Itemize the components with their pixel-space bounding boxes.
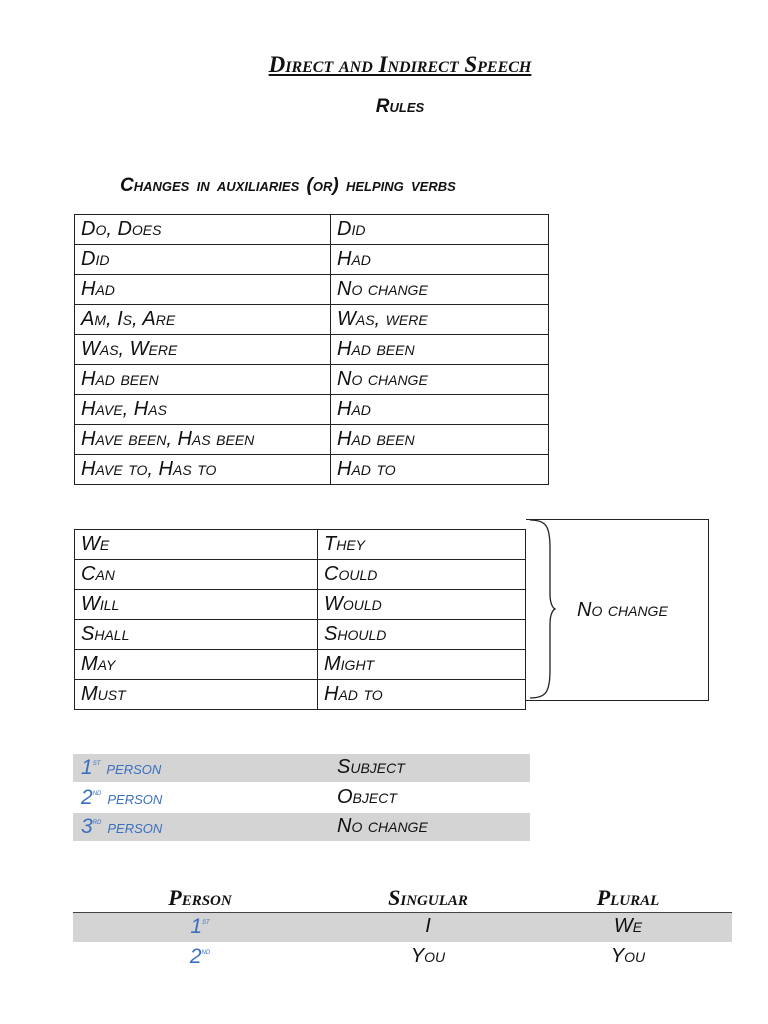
person-rule-row — [73, 813, 530, 841]
indirect-cell: Had — [331, 245, 549, 275]
indirect-cell: Could — [318, 560, 526, 590]
direct-cell: Shall — [75, 620, 318, 650]
person-label: 1st person — [81, 756, 162, 779]
table-row — [75, 455, 549, 485]
direct-cell: Have, Has — [75, 395, 331, 425]
document-subtitle: Rules — [375, 96, 425, 117]
header-singular: Singular — [388, 885, 468, 910]
plural-cell: You — [610, 945, 646, 967]
table-row — [75, 245, 549, 275]
table-row — [75, 650, 526, 680]
person-rule-row — [73, 754, 530, 782]
table-row — [75, 560, 526, 590]
person-label: 2nd person — [81, 786, 163, 809]
table-row — [75, 335, 549, 365]
singular-cell: I — [425, 915, 431, 937]
indirect-cell: Was, were — [331, 305, 549, 335]
direct-cell: May — [75, 650, 318, 680]
pronoun-row — [73, 943, 732, 972]
direct-cell: Am, Is, Are — [75, 305, 331, 335]
direct-cell: Was, Were — [75, 335, 331, 365]
no-change-label: No change — [577, 599, 668, 621]
document-title: Direct and Indirect Speech — [268, 52, 532, 77]
direct-cell: Do, Does — [75, 215, 331, 245]
person-rule-value: Object — [337, 786, 397, 808]
curly-brace-icon — [528, 518, 556, 700]
indirect-cell: Might — [318, 650, 526, 680]
plural-cell: We — [613, 915, 643, 937]
table-row — [75, 425, 549, 455]
direct-cell: Have been, Has been — [75, 425, 331, 455]
direct-cell: We — [75, 530, 318, 560]
indirect-cell: No change — [331, 275, 549, 305]
indirect-cell: Had to — [331, 455, 549, 485]
indirect-cell: Did — [331, 215, 549, 245]
indirect-cell: No change — [331, 365, 549, 395]
table-row — [75, 620, 526, 650]
direct-cell: Had — [75, 275, 331, 305]
singular-cell: You — [410, 945, 446, 967]
person-ordinal: 1st — [190, 915, 210, 938]
indirect-cell: Had to — [318, 680, 526, 710]
person-label: 3rd person — [81, 815, 163, 838]
table-row — [75, 215, 549, 245]
direct-cell: Have to, Has to — [75, 455, 331, 485]
section-heading: Changes in auxiliaries (or) helping verbs — [120, 175, 456, 196]
table-row — [75, 530, 526, 560]
direct-cell: Can — [75, 560, 318, 590]
person-ordinal: 2nd — [189, 945, 211, 968]
header-plural: Plural — [596, 885, 660, 910]
modals-table — [74, 529, 526, 710]
table-row — [75, 275, 549, 305]
indirect-cell: Should — [318, 620, 526, 650]
table-row — [75, 365, 549, 395]
table-row — [75, 680, 526, 710]
direct-cell: Had been — [75, 365, 331, 395]
table-row — [75, 590, 526, 620]
person-rule-value: No change — [337, 815, 428, 837]
indirect-cell: They — [318, 530, 526, 560]
direct-cell: Must — [75, 680, 318, 710]
indirect-cell: Would — [318, 590, 526, 620]
person-rule-value: Subject — [337, 756, 405, 778]
indirect-cell: Had — [331, 395, 549, 425]
indirect-cell: Had been — [331, 335, 549, 365]
direct-cell: Will — [75, 590, 318, 620]
pronoun-row — [73, 913, 732, 942]
indirect-cell: Had been — [331, 425, 549, 455]
direct-cell: Did — [75, 245, 331, 275]
auxiliaries-table — [74, 214, 549, 485]
person-rule-row — [73, 784, 530, 812]
table-row — [75, 395, 549, 425]
table-row — [75, 305, 549, 335]
header-person: Person — [168, 885, 232, 910]
